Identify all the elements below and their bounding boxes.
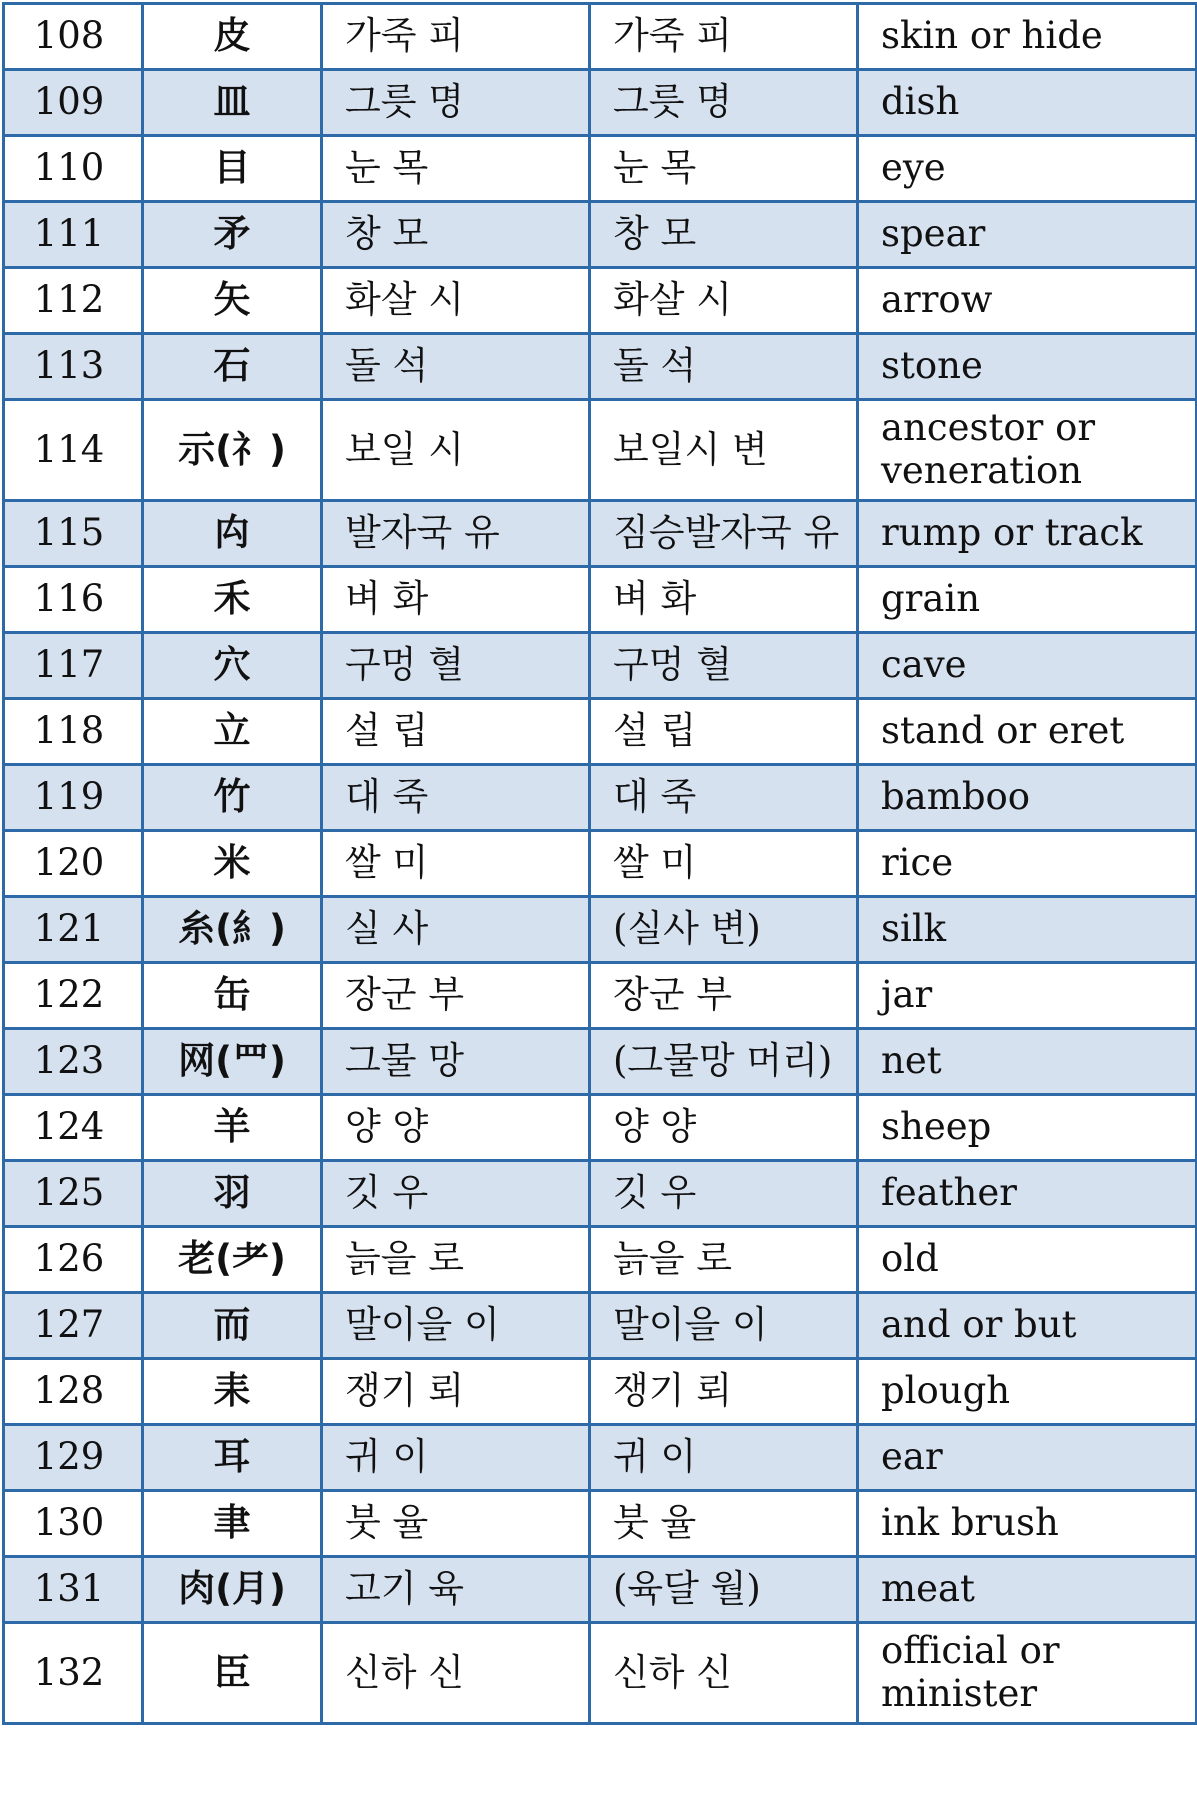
table-row [4, 136, 1197, 202]
table-row [4, 1293, 1197, 1359]
korean-radical-name: (실사 변) [590, 897, 858, 963]
korean-radical-name: 가죽 피 [590, 4, 858, 70]
table-row [4, 334, 1197, 400]
radical-number: 112 [4, 268, 143, 334]
radical-character: 禸 [143, 501, 322, 567]
english-meaning: old [858, 1227, 1197, 1293]
radical-number: 111 [4, 202, 143, 268]
korean-name: 장군 부 [322, 963, 590, 1029]
radical-character: 老(耂) [143, 1227, 322, 1293]
korean-radical-name: 깃 우 [590, 1161, 858, 1227]
radical-character: 矢 [143, 268, 322, 334]
korean-radical-name: 화살 시 [590, 268, 858, 334]
english-meaning: silk [858, 897, 1197, 963]
korean-name: 눈 목 [322, 136, 590, 202]
korean-name: 쌀 미 [322, 831, 590, 897]
korean-radical-name: 말이을 이 [590, 1293, 858, 1359]
english-meaning: sheep [858, 1095, 1197, 1161]
korean-radical-name: 돌 석 [590, 334, 858, 400]
radical-number: 125 [4, 1161, 143, 1227]
table-row [4, 4, 1197, 70]
korean-name: 벼 화 [322, 567, 590, 633]
radical-number: 124 [4, 1095, 143, 1161]
radical-character: 而 [143, 1293, 322, 1359]
korean-name: 화살 시 [322, 268, 590, 334]
english-meaning: net [858, 1029, 1197, 1095]
radical-number: 109 [4, 70, 143, 136]
radical-number: 130 [4, 1491, 143, 1557]
korean-name: 그물 망 [322, 1029, 590, 1095]
english-meaning: bamboo [858, 765, 1197, 831]
radical-character: 网(罒) [143, 1029, 322, 1095]
radical-character: 肉(月) [143, 1557, 322, 1623]
table-row [4, 765, 1197, 831]
korean-name: 말이을 이 [322, 1293, 590, 1359]
korean-name: 발자국 유 [322, 501, 590, 567]
korean-radical-name: 구멍 혈 [590, 633, 858, 699]
radical-character: 耳 [143, 1425, 322, 1491]
table-row [4, 70, 1197, 136]
radical-character: 羊 [143, 1095, 322, 1161]
korean-name: 그릇 명 [322, 70, 590, 136]
table-row [4, 1029, 1197, 1095]
english-meaning: grain [858, 567, 1197, 633]
radical-character: 臣 [143, 1623, 322, 1724]
radical-number: 123 [4, 1029, 143, 1095]
radical-character: 缶 [143, 963, 322, 1029]
radical-number: 126 [4, 1227, 143, 1293]
korean-radical-name: 붓 율 [590, 1491, 858, 1557]
korean-radical-name: 대 죽 [590, 765, 858, 831]
korean-name: 고기 육 [322, 1557, 590, 1623]
table-row [4, 202, 1197, 268]
english-meaning: spear [858, 202, 1197, 268]
radical-character: 聿 [143, 1491, 322, 1557]
korean-radical-name: 그릇 명 [590, 70, 858, 136]
korean-radical-name: 벼 화 [590, 567, 858, 633]
table-row [4, 501, 1197, 567]
radical-character: 穴 [143, 633, 322, 699]
radical-number: 131 [4, 1557, 143, 1623]
korean-name: 늙을 로 [322, 1227, 590, 1293]
korean-name: 붓 율 [322, 1491, 590, 1557]
radical-character: 糸(糹) [143, 897, 322, 963]
radical-character: 皮 [143, 4, 322, 70]
table-row [4, 567, 1197, 633]
korean-radical-name: 짐승발자국 유 [590, 501, 858, 567]
radical-number: 119 [4, 765, 143, 831]
table-row [4, 963, 1197, 1029]
korean-radical-name: 창 모 [590, 202, 858, 268]
korean-radical-name: 장군 부 [590, 963, 858, 1029]
table-row [4, 897, 1197, 963]
korean-radical-name: (육달 월) [590, 1557, 858, 1623]
table-row [4, 1491, 1197, 1557]
table-row [4, 1095, 1197, 1161]
radical-number: 121 [4, 897, 143, 963]
radical-number: 127 [4, 1293, 143, 1359]
english-meaning: jar [858, 963, 1197, 1029]
english-meaning: stand or eret [858, 699, 1197, 765]
english-meaning: official or minister [858, 1623, 1197, 1724]
english-meaning: rice [858, 831, 1197, 897]
table-row [4, 1623, 1197, 1724]
english-meaning: skin or hide [858, 4, 1197, 70]
korean-name: 깃 우 [322, 1161, 590, 1227]
korean-name: 보일 시 [322, 400, 590, 501]
korean-name: 쟁기 뢰 [322, 1359, 590, 1425]
korean-radical-name: 보일시 변 [590, 400, 858, 501]
korean-name: 창 모 [322, 202, 590, 268]
table-row [4, 831, 1197, 897]
table-row [4, 1425, 1197, 1491]
english-meaning: ancestor or veneration [858, 400, 1197, 501]
table-row [4, 633, 1197, 699]
radical-number: 114 [4, 400, 143, 501]
table-row [4, 268, 1197, 334]
table-row [4, 1227, 1197, 1293]
english-meaning: dish [858, 70, 1197, 136]
radical-character: 羽 [143, 1161, 322, 1227]
table-row [4, 699, 1197, 765]
korean-radical-name: 설 립 [590, 699, 858, 765]
korean-radical-name: 눈 목 [590, 136, 858, 202]
table-row [4, 1359, 1197, 1425]
english-meaning: meat [858, 1557, 1197, 1623]
radical-character: 皿 [143, 70, 322, 136]
radical-number: 117 [4, 633, 143, 699]
radical-number: 129 [4, 1425, 143, 1491]
radical-character: 目 [143, 136, 322, 202]
radical-number: 118 [4, 699, 143, 765]
korean-name: 양 양 [322, 1095, 590, 1161]
english-meaning: stone [858, 334, 1197, 400]
table-row [4, 400, 1197, 501]
english-meaning: eye [858, 136, 1197, 202]
korean-radical-name: (그물망 머리) [590, 1029, 858, 1095]
korean-name: 가죽 피 [322, 4, 590, 70]
radical-number: 128 [4, 1359, 143, 1425]
table-row [4, 1161, 1197, 1227]
english-meaning: ink brush [858, 1491, 1197, 1557]
radical-character: 耒 [143, 1359, 322, 1425]
korean-name: 실 사 [322, 897, 590, 963]
radical-character: 示(礻) [143, 400, 322, 501]
korean-radical-name: 쟁기 뢰 [590, 1359, 858, 1425]
radical-character: 米 [143, 831, 322, 897]
radical-character: 石 [143, 334, 322, 400]
korean-name: 신하 신 [322, 1623, 590, 1724]
radical-number: 120 [4, 831, 143, 897]
korean-name: 설 립 [322, 699, 590, 765]
korean-name: 귀 이 [322, 1425, 590, 1491]
table-row [4, 1557, 1197, 1623]
radical-number: 115 [4, 501, 143, 567]
english-meaning: ear [858, 1425, 1197, 1491]
english-meaning: rump or track [858, 501, 1197, 567]
radical-number: 113 [4, 334, 143, 400]
radical-number: 108 [4, 4, 143, 70]
english-meaning: plough [858, 1359, 1197, 1425]
radical-character: 矛 [143, 202, 322, 268]
korean-name: 대 죽 [322, 765, 590, 831]
radical-character: 禾 [143, 567, 322, 633]
radical-number: 122 [4, 963, 143, 1029]
english-meaning: arrow [858, 268, 1197, 334]
korean-name: 구멍 혈 [322, 633, 590, 699]
korean-radical-name: 귀 이 [590, 1425, 858, 1491]
radical-number: 110 [4, 136, 143, 202]
korean-radical-name: 신하 신 [590, 1623, 858, 1724]
korean-name: 돌 석 [322, 334, 590, 400]
radical-table [2, 2, 1197, 1725]
radical-character: 竹 [143, 765, 322, 831]
radical-character: 立 [143, 699, 322, 765]
korean-radical-name: 양 양 [590, 1095, 858, 1161]
english-meaning: cave [858, 633, 1197, 699]
english-meaning: and or but [858, 1293, 1197, 1359]
english-meaning: feather [858, 1161, 1197, 1227]
korean-radical-name: 늙을 로 [590, 1227, 858, 1293]
radical-number: 132 [4, 1623, 143, 1724]
korean-radical-name: 쌀 미 [590, 831, 858, 897]
radical-number: 116 [4, 567, 143, 633]
